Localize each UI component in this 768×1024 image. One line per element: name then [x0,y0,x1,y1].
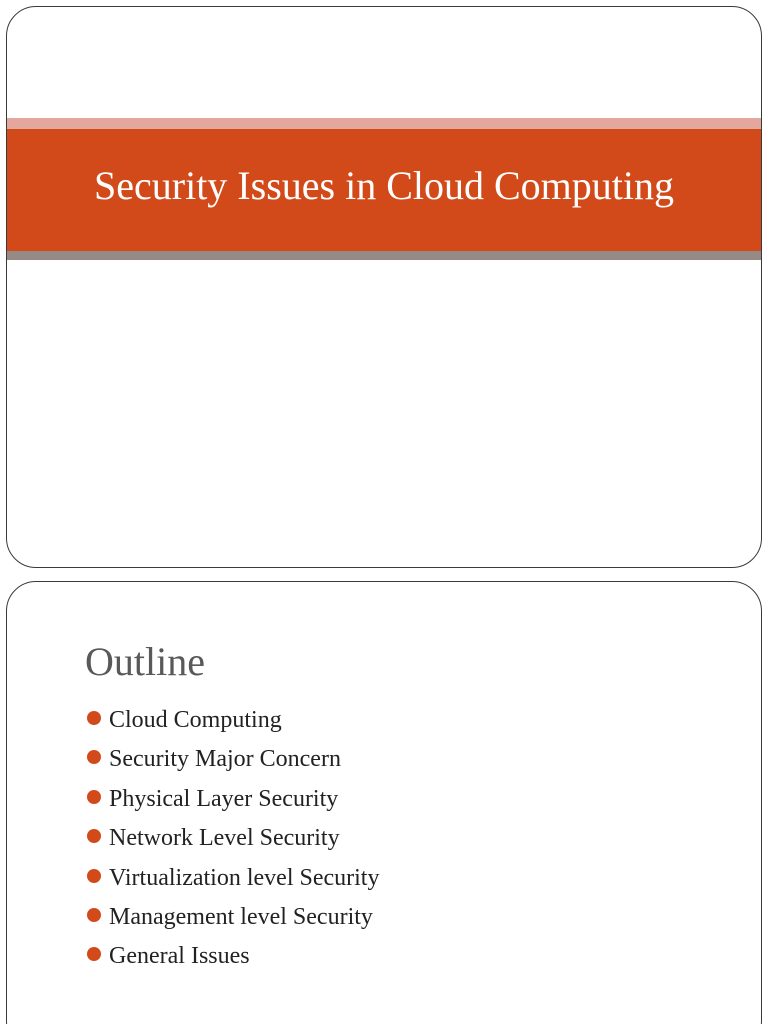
list-item-label: Network Level Security [109,825,340,852]
list-item [87,779,379,818]
list-item-label: Virtualization level Security [109,864,380,891]
outline-slide [6,581,762,1024]
title-band-top-stripe [7,118,761,129]
list-item-label: Physical Layer Security [109,785,339,812]
list-item-label: Security Major Concern [109,746,341,773]
list-item [87,700,379,739]
list-item-label: Management level Security [109,903,373,930]
bullet-dot-icon [87,869,101,883]
outline-heading: Outline [85,639,205,684]
bullet-dot-icon [87,947,101,961]
bullet-dot-icon [87,908,101,922]
bullet-dot-icon [87,829,101,843]
list-item [87,739,379,778]
title-slide [6,6,762,568]
title-band-bottom-stripe [7,251,761,260]
list-item [87,818,379,857]
bullet-dot-icon [87,711,101,725]
list-item [87,858,379,897]
list-item-label: General Issues [109,943,250,970]
list-item [87,936,379,975]
bullet-dot-icon [87,790,101,804]
outline-list [87,700,379,976]
bullet-dot-icon [87,750,101,764]
slide-title: Security Issues in Cloud Computing [94,163,674,208]
list-item-label: Cloud Computing [109,707,282,733]
title-band [7,129,761,251]
list-item [87,897,379,936]
